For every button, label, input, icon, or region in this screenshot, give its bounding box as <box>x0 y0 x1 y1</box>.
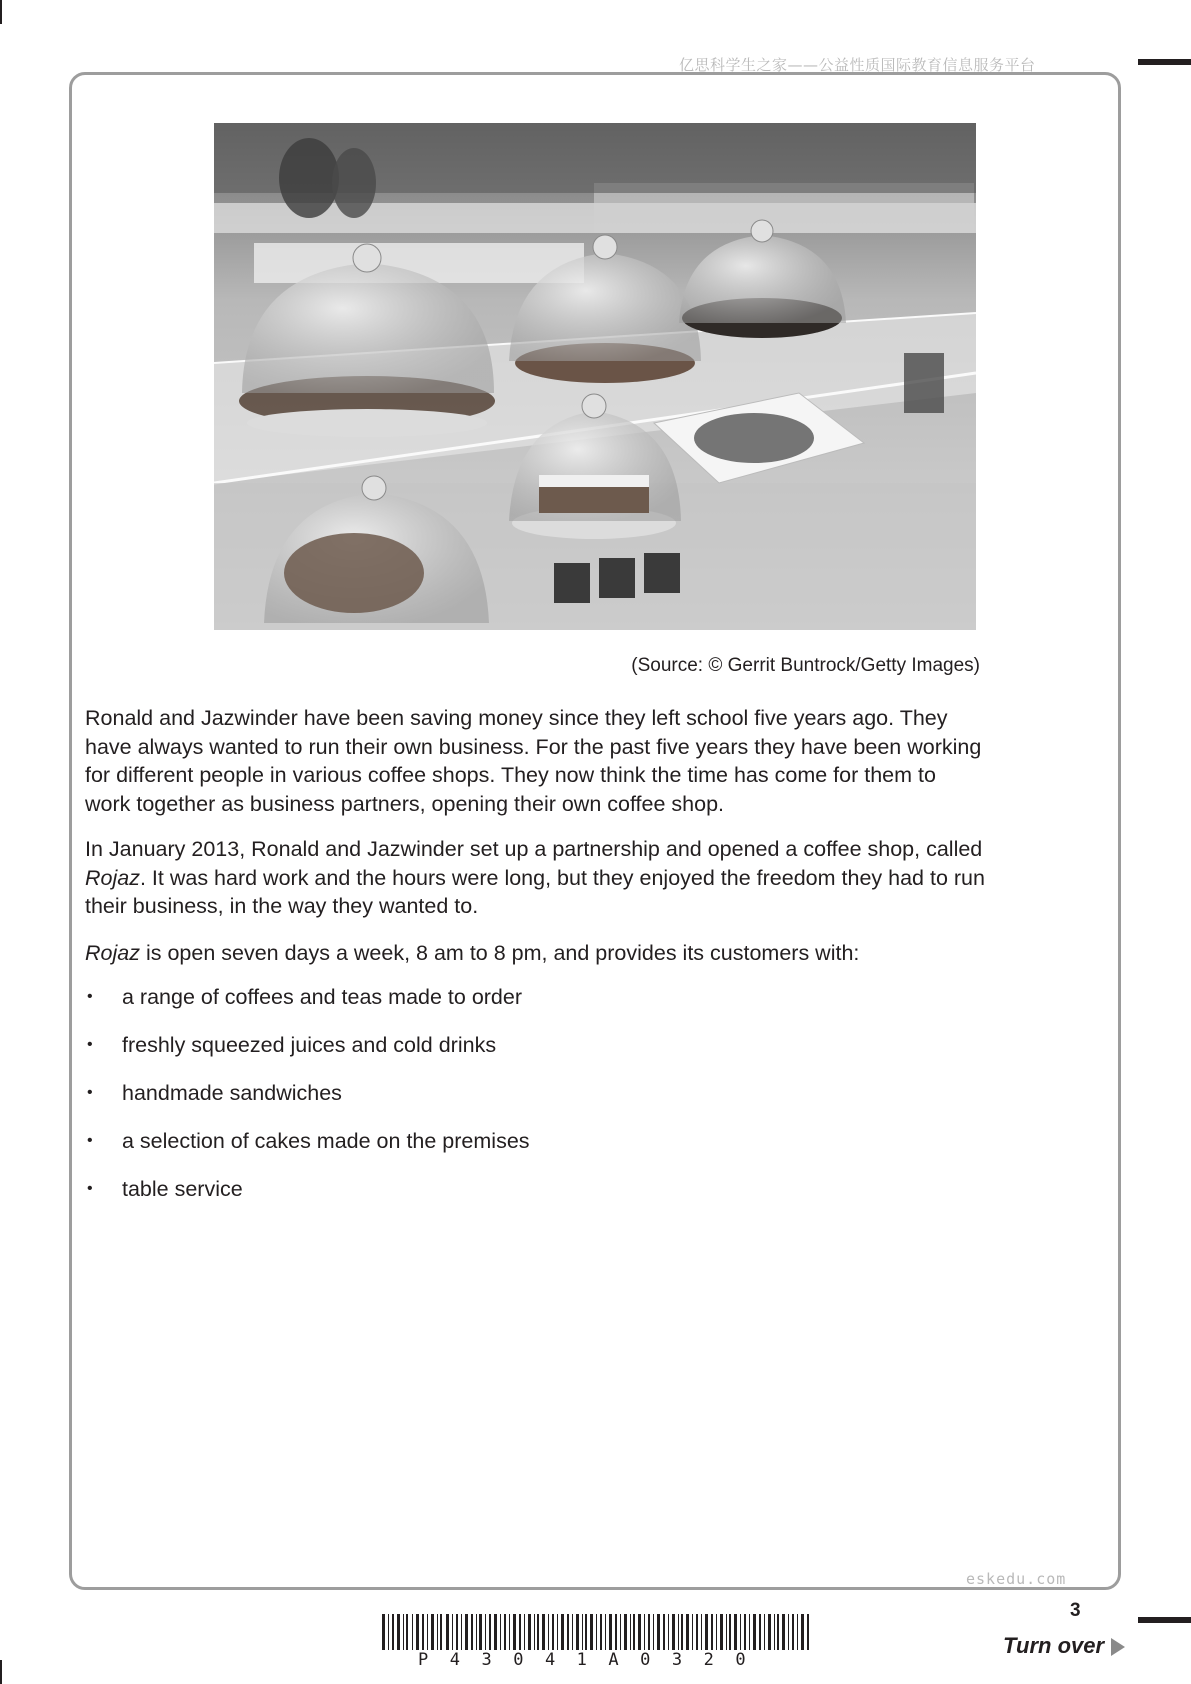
list-item <box>85 983 885 1031</box>
list-item-text: a selection of cakes made on the premises <box>122 1129 530 1153</box>
turn-over-label: Turn over <box>1003 1633 1105 1658</box>
services-list <box>85 983 885 1223</box>
paragraph-intro-text: Ronald and Jazwinder have been saving money since they left school five years ago. They have always wanted to run their own business. For the past five years they have been working for different people in various coffee shops. They now think the time has come for them to work together as business partners, opening their own coffee shop. <box>85 706 982 816</box>
bullet-icon: • <box>87 1180 93 1197</box>
list-item <box>85 1031 885 1079</box>
bullet-icon: • <box>87 1084 93 1101</box>
paragraph-partnership-text-b: . It was hard work and the hours were long, but they enjoyed the freedom they had to run their business, in the way they wanted to. <box>85 865 985 918</box>
footer-watermark: eskedu.com <box>966 1570 1067 1588</box>
photo-caption: (Source: © Gerrit Buntrock/Getty Images) <box>631 655 980 676</box>
list-item-text: table service <box>122 1177 243 1201</box>
barcode-number: P43041A0320 <box>418 1650 768 1670</box>
turn-over-arrow-icon <box>1111 1638 1125 1656</box>
crop-mark-bottom-left-vertical <box>0 1660 2 1684</box>
bullet-icon: • <box>87 1132 93 1149</box>
list-item-text: a range of coffees and teas made to order <box>122 985 523 1009</box>
list-item <box>85 1175 885 1223</box>
paragraph-opening-hours-text: is open seven days a week, 8 am to 8 pm, and provides its customers with: <box>139 941 860 965</box>
header-watermark: 亿思科学生之家——公益性质国际教育信息服务平台 <box>679 56 1036 74</box>
crop-mark-top-left-vertical <box>0 0 2 24</box>
bullet-icon: • <box>87 1036 93 1053</box>
right-margin-mark-top <box>1138 59 1191 65</box>
right-margin-mark-bottom <box>1138 1617 1191 1623</box>
cafe-display-photo <box>214 123 976 630</box>
business-name-rojaz: Rojaz <box>85 865 140 890</box>
paragraph-partnership-text-a: In January 2013, Ronald and Jazwinder set up a partnership and opened a coffee shop, called <box>85 837 983 861</box>
list-item-text: freshly squeezed juices and cold drinks <box>122 1033 497 1057</box>
list-item <box>85 1079 885 1127</box>
business-name-rojaz: Rojaz <box>85 941 140 965</box>
bullet-icon: • <box>87 988 93 1005</box>
list-item-text: handmade sandwiches <box>122 1081 342 1105</box>
list-item <box>85 1127 885 1175</box>
page-number: 3 <box>1070 1600 1081 1621</box>
paragraph-intro <box>85 704 985 818</box>
paragraph-opening-hours <box>85 939 985 968</box>
paragraph-partnership <box>85 835 985 921</box>
barcode <box>380 1614 810 1650</box>
